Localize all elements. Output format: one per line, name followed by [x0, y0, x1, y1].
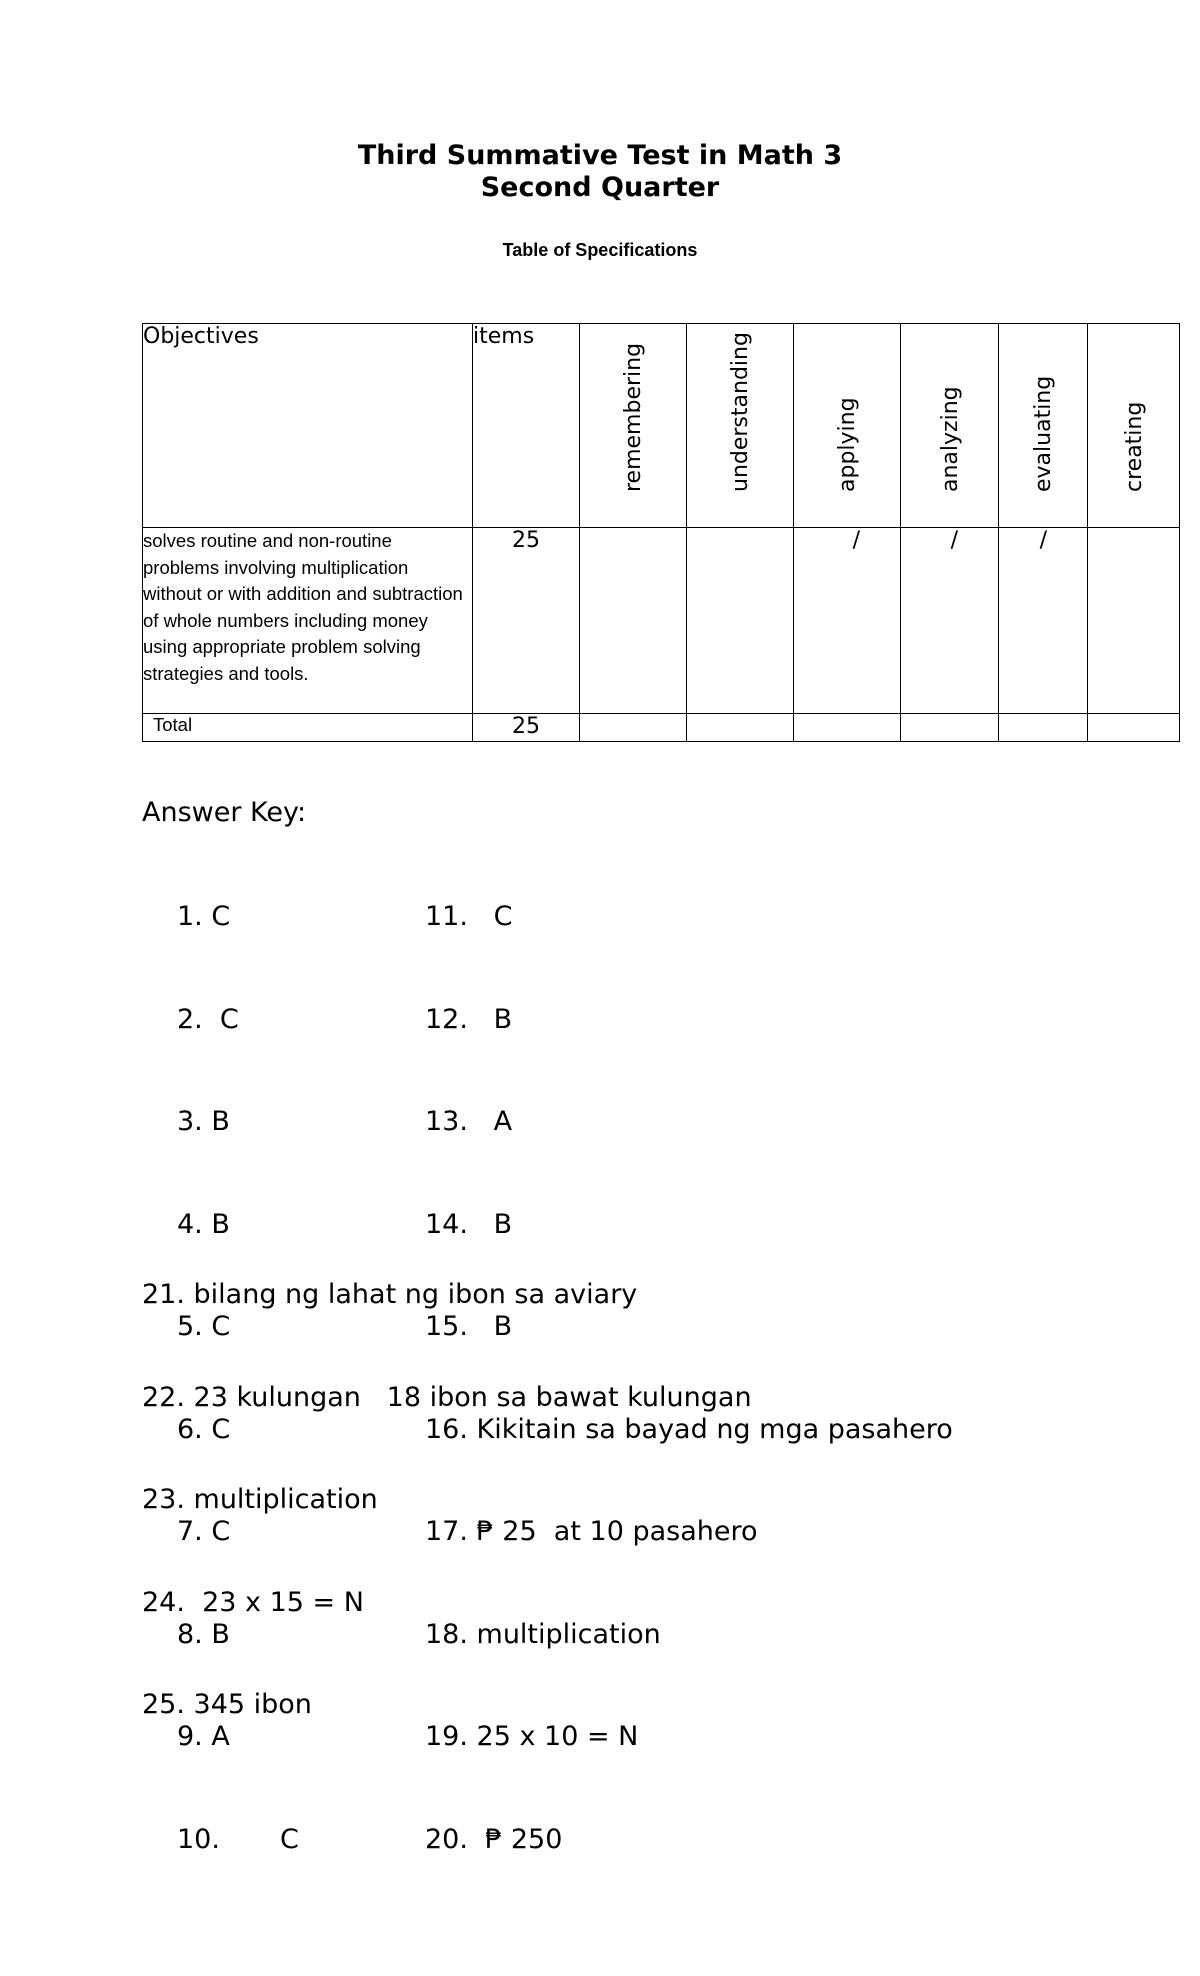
answer-item: 24. 23 x 15 = N	[142, 1586, 364, 1618]
mark-remembering	[580, 528, 687, 714]
answer-item: 5. C	[177, 1311, 231, 1342]
table-of-specifications	[142, 323, 1180, 742]
mark-analyzing: /	[901, 528, 999, 714]
objective-cell: solves routine and non-routine problems involving multiplication without or with addition and subtraction of whole numbers including money using appropriate problem solving strategies and tools.	[143, 528, 473, 714]
answer-item: 21. bilang ng lahat ng ibon sa aviary	[142, 1279, 638, 1310]
answer-item: 9. A	[177, 1721, 230, 1752]
header-understanding	[687, 324, 794, 528]
items-cell: 25	[473, 528, 580, 714]
answer-item: 3. B	[177, 1106, 230, 1137]
answer-item: 17. ₱ 25 at 10 pasahero	[425, 1516, 758, 1547]
header-analyzing	[901, 324, 999, 528]
table-row	[143, 528, 1180, 714]
title-line-1: Third Summative Test in Math 3	[357, 140, 843, 171]
answer-item: 12. B	[425, 1003, 513, 1035]
header-creating-label: creating	[1121, 401, 1147, 492]
table-total-row	[143, 714, 1180, 742]
header-applying	[794, 324, 901, 528]
answer-item: 23. multiplication	[142, 1484, 378, 1515]
answer-item: 13. A	[425, 1106, 513, 1137]
total-empty-cell	[794, 714, 901, 742]
answer-item: 10. C	[177, 1823, 299, 1855]
header-remembering	[580, 324, 687, 528]
answer-item: 16. Kikitain sa bayad ng mga pasahero	[425, 1413, 953, 1445]
mark-applying: /	[794, 528, 901, 714]
total-empty-cell	[901, 714, 999, 742]
answer-item: 19. 25 x 10 = N	[425, 1721, 639, 1752]
mark-understanding	[687, 528, 794, 714]
answer-item: 25. 345 ibon	[142, 1689, 312, 1720]
header-evaluating-label: evaluating	[1031, 375, 1056, 492]
answer-item: 15. B	[425, 1311, 513, 1342]
title-line-2: Second Quarter	[480, 172, 720, 203]
total-items: 25	[473, 714, 580, 742]
answer-item: 1. C	[177, 901, 231, 932]
total-label: Total	[143, 714, 473, 742]
table-subtitle: Table of Specifications	[502, 240, 698, 260]
answer-key-title: Answer Key:	[142, 797, 307, 828]
header-objectives: Objectives	[143, 324, 473, 528]
answer-item: 7. C	[177, 1516, 231, 1547]
header-items: items	[473, 324, 580, 528]
answer-item: 6. C	[177, 1413, 231, 1445]
header-applying-label: applying	[835, 397, 860, 492]
header-evaluating	[999, 324, 1088, 528]
answer-item: 18. multiplication	[425, 1618, 661, 1650]
total-empty-cell	[999, 714, 1088, 742]
answer-item: 14. B	[425, 1208, 513, 1240]
answer-item: 2. C	[177, 1003, 239, 1035]
header-remembering-label: remembering	[621, 342, 646, 492]
mark-creating	[1088, 528, 1180, 714]
total-empty-cell	[580, 714, 687, 742]
mark-evaluating: /	[999, 528, 1088, 714]
table-header-row	[143, 324, 1180, 528]
document-title	[0, 140, 1200, 204]
total-empty-cell	[687, 714, 794, 742]
header-analyzing-label: analyzing	[937, 386, 963, 492]
answer-item: 20. ₱ 250	[425, 1823, 563, 1855]
answer-item: 22. 23 kulungan 18 ibon sa bawat kulungan	[142, 1381, 752, 1413]
total-empty-cell	[1088, 714, 1180, 742]
answer-item: 4. B	[177, 1208, 230, 1240]
answer-item: 11. C	[425, 901, 513, 932]
answer-item: 8. B	[177, 1618, 230, 1650]
answer-key-bottom	[142, 1210, 752, 1757]
header-understanding-label: understanding	[728, 332, 753, 492]
header-creating	[1088, 324, 1180, 528]
